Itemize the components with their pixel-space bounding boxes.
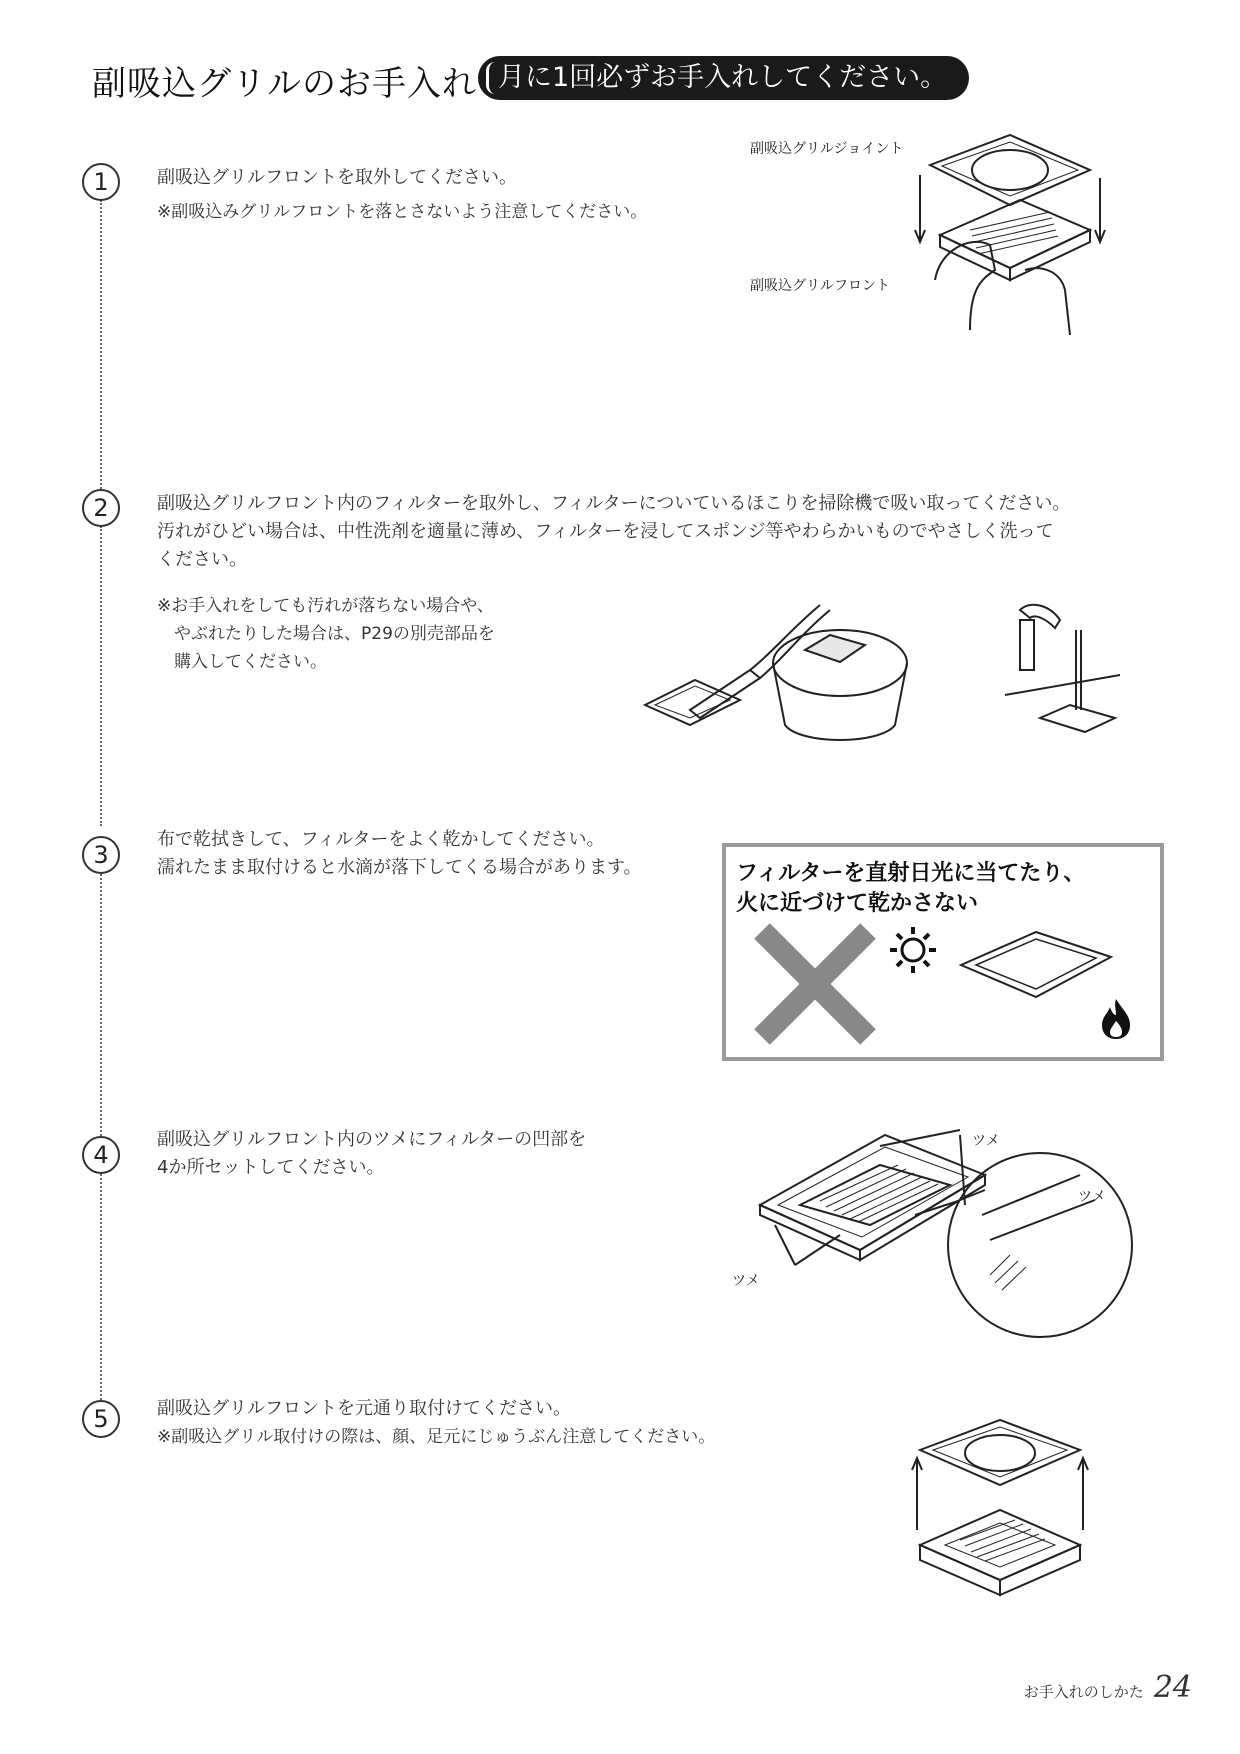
joint-label: 副吸込グリルジョイント xyxy=(750,141,904,157)
step-note: ※副吸込みグリルフロントを落とさないよう注意してください。 xyxy=(157,202,648,222)
section-name: お手入れのしかた xyxy=(1023,1683,1144,1701)
step-number: 3 xyxy=(82,836,120,874)
step-instruction: 汚れがひどい場合は、中性洗剤を適量に薄め、フィルターを浸してスポンジ等やわらかいものでやさしく洗って xyxy=(157,521,1054,542)
frequency-badge: 月に1回必ずお手入れしてください。 xyxy=(478,56,969,100)
step-instruction: 副吸込グリルフロント内のフィルターを取外し、フィルターについているほこりを掃除機で吸い取ってください。 xyxy=(157,493,1071,514)
fire-icon xyxy=(1096,997,1136,1041)
step-number: 4 xyxy=(82,1136,120,1174)
page-number: 24 xyxy=(1153,1670,1192,1705)
filter-cleaning-illustration xyxy=(640,600,1140,750)
claw-label: ツメ xyxy=(972,1133,1000,1149)
step-connector xyxy=(100,1174,102,1400)
step-note: ※副吸込グリル取付けの際は、顔、足元にじゅうぶん注意してください。 xyxy=(157,1427,716,1447)
step-instruction: 副吸込グリルフロント内のツメにフィルターの凹部を xyxy=(157,1129,587,1150)
step-instruction: 濡れたまま取付けると水滴が落下してくる場合があります。 xyxy=(157,857,642,878)
warning-text: フィルターを直射日光に当てたり、 xyxy=(736,861,1086,886)
filter-icon xyxy=(956,927,1116,1007)
step-instruction: 4か所セットしてください。 xyxy=(157,1157,385,1178)
step-connector xyxy=(100,200,102,496)
front-label: 副吸込グリルフロント xyxy=(750,278,890,294)
step-note: ※お手入れをしても汚れが落ちない場合や、 xyxy=(157,596,494,616)
step-number: 2 xyxy=(82,489,120,527)
step-instruction: 副吸込グリルフロントを取外してください。 xyxy=(157,167,517,188)
step-instruction: 布で乾拭きして、フィルターをよく乾かしてください。 xyxy=(157,829,605,850)
page-title: 副吸込グリルのお手入れ xyxy=(92,64,477,104)
step-note: やぶれたりした場合は、P29の別売部品を xyxy=(157,624,495,644)
prohibited-x-icon xyxy=(750,919,880,1049)
step-note: 購入してください。 xyxy=(157,652,327,672)
step-instruction: 副吸込グリルフロントを元通り取付けてください。 xyxy=(157,1398,571,1419)
grille-reattach-illustration xyxy=(905,1415,1095,1615)
step-connector xyxy=(100,526,102,826)
step-number: 1 xyxy=(82,163,120,201)
page-footer xyxy=(1024,1670,1192,1705)
grille-removal-illustration xyxy=(900,130,1120,345)
step-number: 5 xyxy=(82,1400,120,1438)
claw-label: ツメ xyxy=(732,1273,760,1289)
claw-label: ツメ xyxy=(1078,1189,1106,1205)
step-instruction: ください。 xyxy=(157,549,247,570)
sun-icon xyxy=(888,925,938,975)
warning-text: 火に近づけて乾かさない xyxy=(736,891,979,916)
warning-box xyxy=(722,843,1164,1061)
filter-set-illustration xyxy=(750,1125,1150,1340)
step-connector xyxy=(100,874,102,1136)
